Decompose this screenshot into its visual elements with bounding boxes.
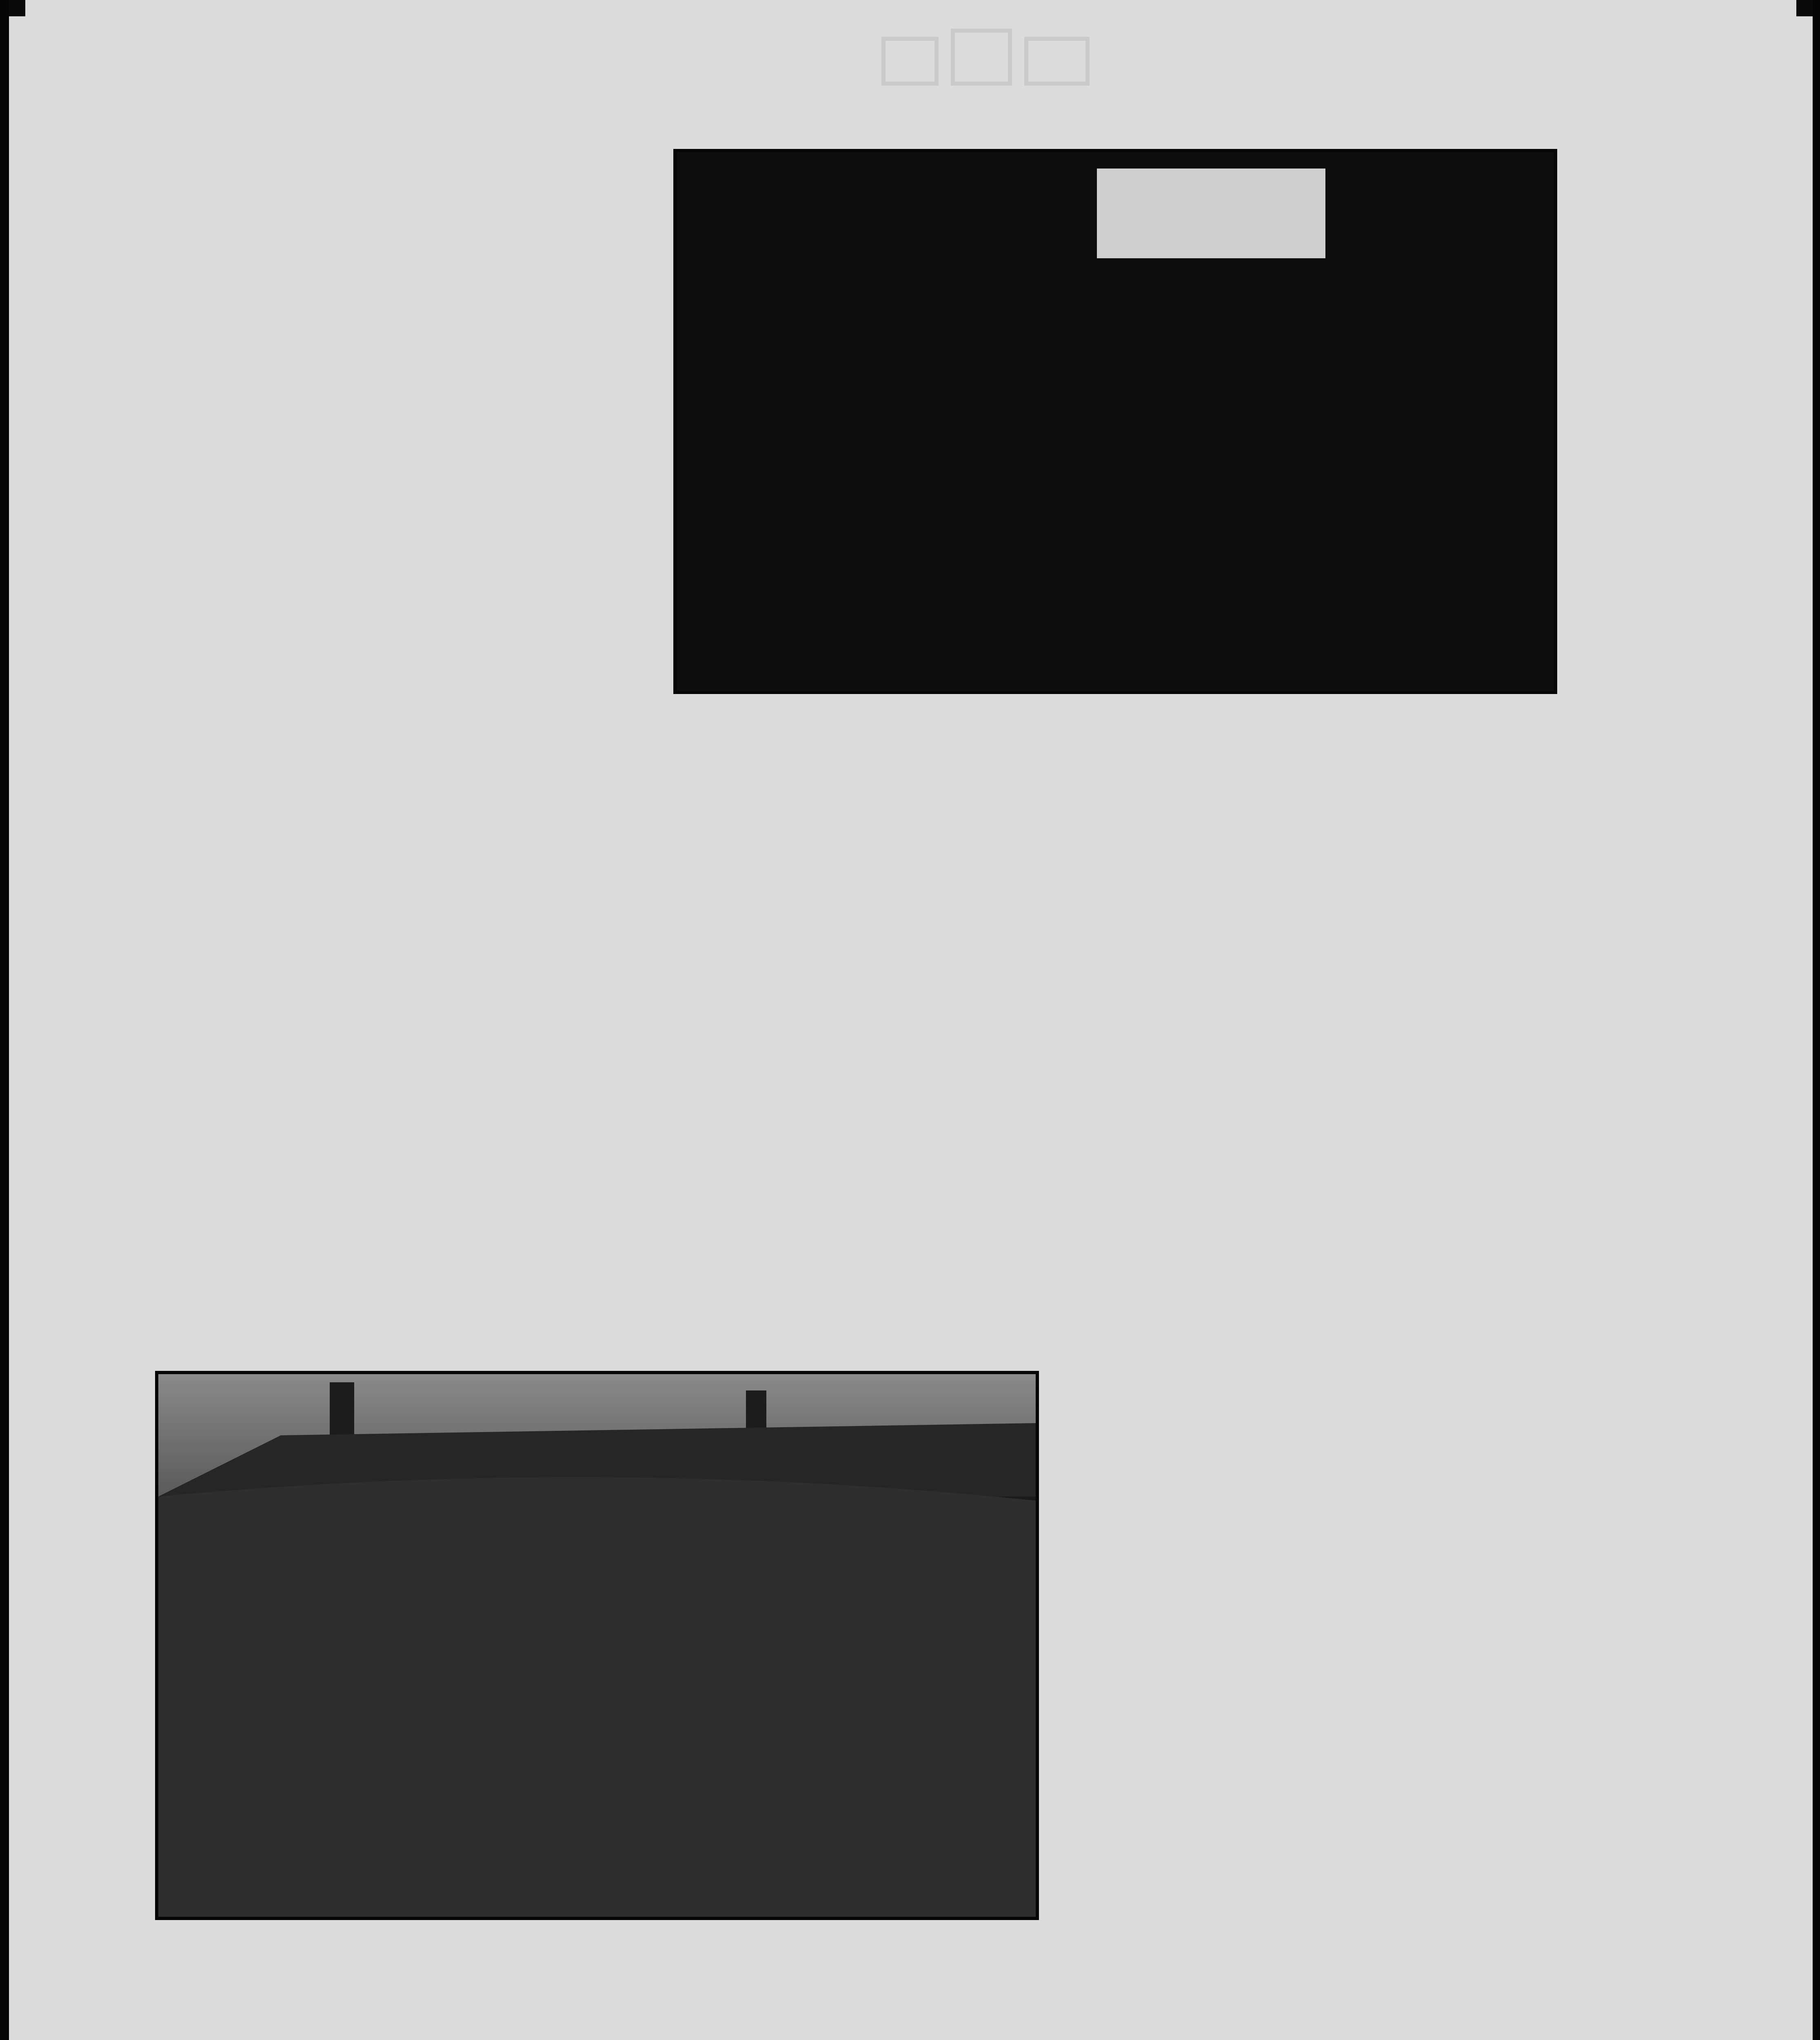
scan-border-right	[1813, 0, 1820, 2040]
group-photo-bottom	[155, 1371, 1039, 1920]
group-photo-top	[673, 149, 1557, 694]
photo-drawing	[677, 152, 1554, 691]
photo-drawing	[158, 1374, 1036, 1917]
scan-corner-mark	[9, 0, 25, 16]
scan-border-left	[0, 0, 9, 2040]
scan-corner-mark	[1796, 0, 1813, 16]
right-column	[1090, 1338, 1563, 1347]
photo-hill	[158, 1477, 1036, 1917]
photo-banner	[1097, 169, 1325, 258]
left-column	[163, 310, 661, 319]
right-footnotes	[1090, 1856, 1563, 1860]
left-footnotes	[163, 1248, 853, 1252]
left-column-wide	[163, 753, 853, 762]
middle-column	[914, 798, 1563, 807]
bleed-through-ghost	[881, 29, 1094, 90]
